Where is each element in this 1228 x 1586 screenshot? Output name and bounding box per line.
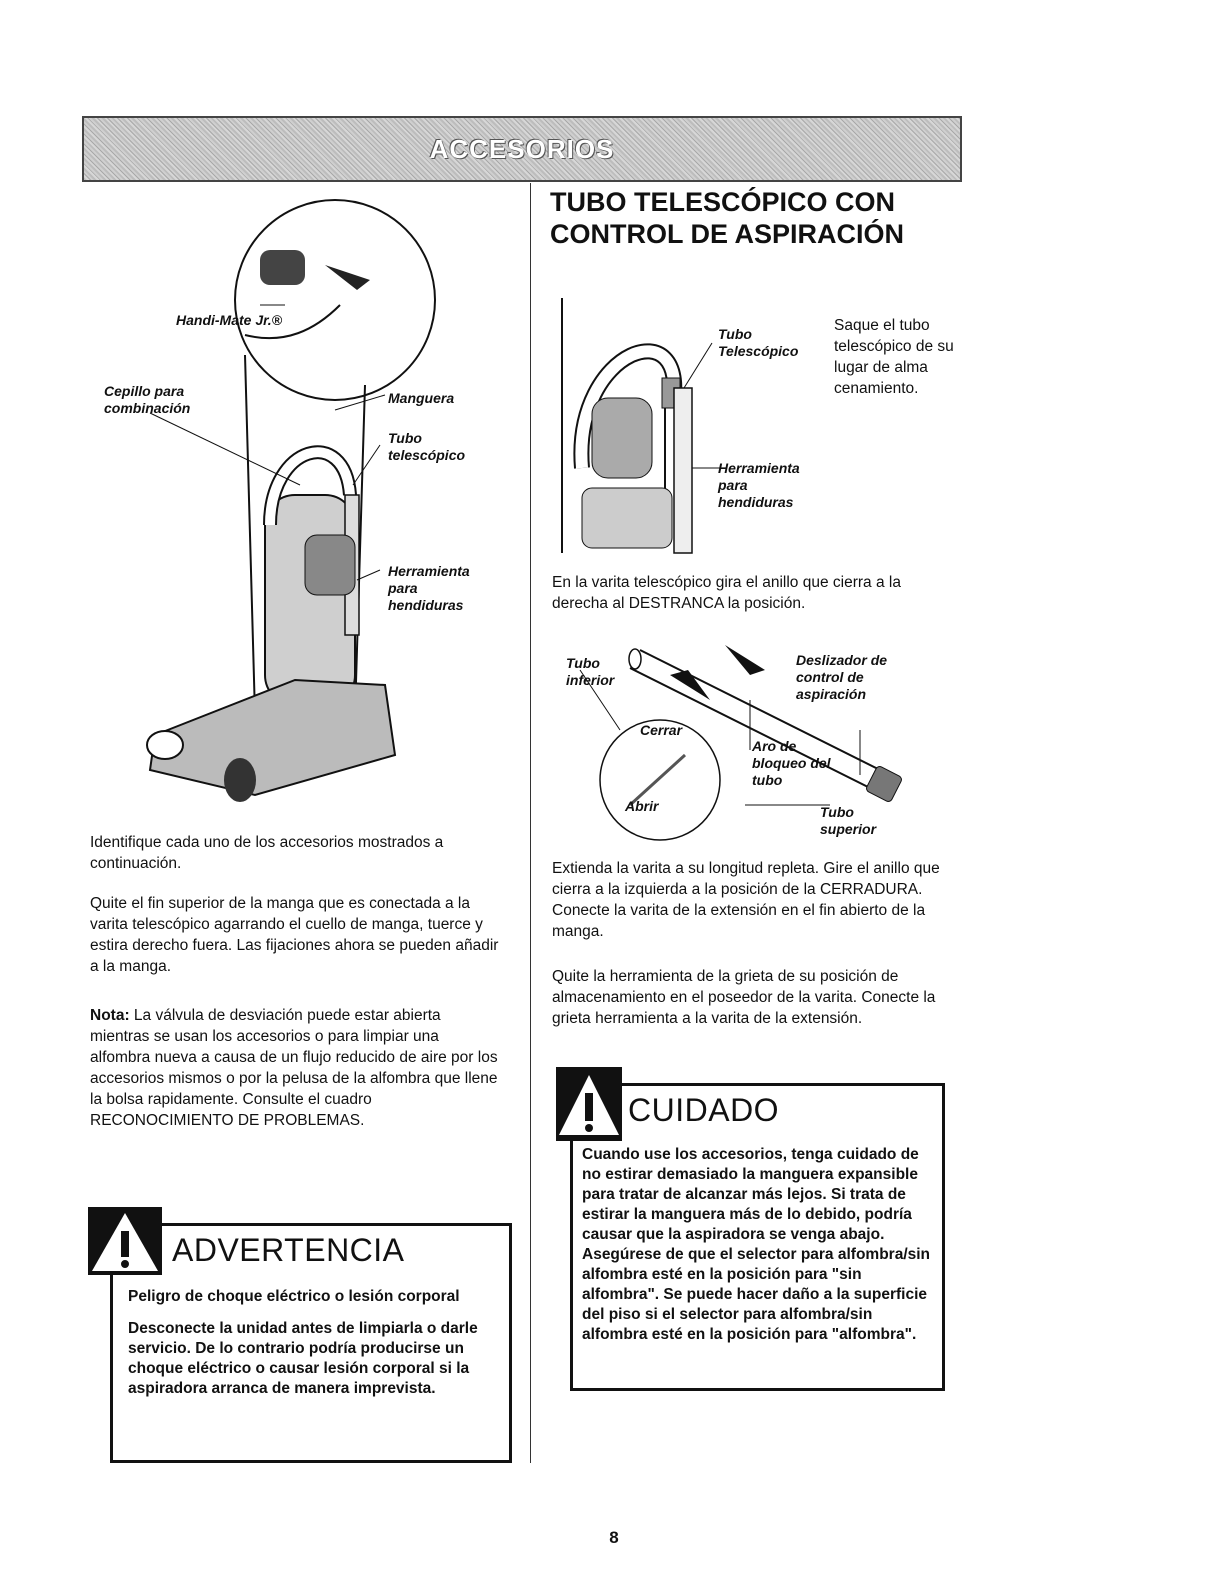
caution-triangle-icon (556, 1067, 622, 1141)
caution-icon-bg (556, 1067, 622, 1141)
extend-paragraph: Extienda la varita a su longitud repleta. Gire el anillo que cierra a la izquierda a la posición de la CERRADURA. Conecte la varita de la extensión en el fin abierto de la manga. (552, 860, 940, 940)
warning-title: ADVERTENCIA (172, 1232, 405, 1268)
section-title: ACCESORIOS (429, 133, 615, 164)
fig2-label-aro: Aro de bloqueo del tubo (752, 738, 831, 788)
caution-body: Cuando use los accesorios, tenga cuidado de no estirar demasiado la manguera expansible para tratar de alcanzar más lejos. Si trata de estirar la manguera más de lo debido, podría causar que la aspiradora se venga abajo. Asegúrese de que el selector para alfombra/sin alfombra esté en la posición para "sin alfombra". Se puede hacer daño a la superficie del piso si el selector para alfombra/sin alfombra esté en la posición para "alfombra". (582, 1146, 931, 1343)
label-cepillo: Cepillo para combinación (104, 383, 191, 416)
warning-triangle-icon (88, 1207, 162, 1275)
warning-body (128, 1287, 493, 1411)
caution-title: CUIDADO (628, 1092, 780, 1128)
note-text: La válvula de desviación puede estar abierta mientras se usan los accesorios o para limpiar una alfombra nueva a causa de un flujo reducido de aire por los accesorios mismos o por la pelusa de la alfombra que llene la bolsa rapidamente. Consulte el cuadro RECONOCIMIENTO DE PROBLEMAS. (90, 1007, 498, 1129)
fig2-label-tubo-inferior: Tubo inferior (566, 655, 615, 688)
label-tubo: Tubo telescópico (388, 430, 466, 463)
left-note-paragraph (90, 1005, 500, 1131)
vacuum-accessories-illustration (95, 195, 515, 815)
crevice-paragraph: Quite la herramienta de la grieta de su posición de almacenamiento en el poseedor de la varita. Conecte la grieta herramienta a la varita de la extensión. (552, 968, 936, 1027)
left-intro-paragraph: Identifique cada uno de los accesorios mostrados a continuación. (90, 834, 444, 872)
fig2-label-deslizador: Deslizador de control de aspiración (796, 652, 888, 702)
fig1-side-text: Saque el tubo telescópico de su lugar de alma cenamiento. (834, 317, 954, 397)
section-banner (82, 116, 962, 182)
fig2-label-cerrar: Cerrar (640, 722, 683, 738)
note-label: Nota: (90, 1007, 130, 1024)
column-divider (530, 183, 531, 1463)
page-number: 8 (609, 1528, 619, 1547)
fig2-label-tubo-superior: Tubo superior (820, 804, 877, 837)
label-handi-mate: Handi-Mate Jr.® (176, 312, 283, 328)
label-herramienta: Herramienta para hendiduras (388, 563, 470, 613)
fig1-label-herramienta: Herramienta para hendiduras (718, 460, 800, 510)
warning-line-1: Peligro de choque eléctrico o lesión corporal (128, 1288, 460, 1305)
unlock-paragraph: En la varita telescópico gira el anillo que cierra a la derecha al DESTRANCA la posición. (552, 574, 901, 612)
warning-icon-bg (88, 1207, 162, 1275)
right-title-line-1: TUBO TELESCÓPICO CON (550, 187, 896, 217)
warning-line-2: Desconecte la unidad antes de limpiarla o darle servicio. De lo contrario podría producirse un choque eléctrico o causar lesión corporal si la aspiradora arranca de manera imprevista. (128, 1320, 478, 1397)
label-manguera: Manguera (388, 390, 455, 406)
fig1-label-tubo: Tubo Telescópico (718, 326, 799, 359)
left-hose-paragraph: Quite el fin superior de la manga que es conectada a la varita telescópico agarrando el cuello de manga, tuerce y estira derecho fuera. Las fijaciones ahora se pueden añadir a la manga. (90, 895, 499, 975)
fig2-label-abrir: Abrir (625, 798, 659, 814)
right-title-line-2: CONTROL DE ASPIRACIÓN (550, 219, 905, 249)
